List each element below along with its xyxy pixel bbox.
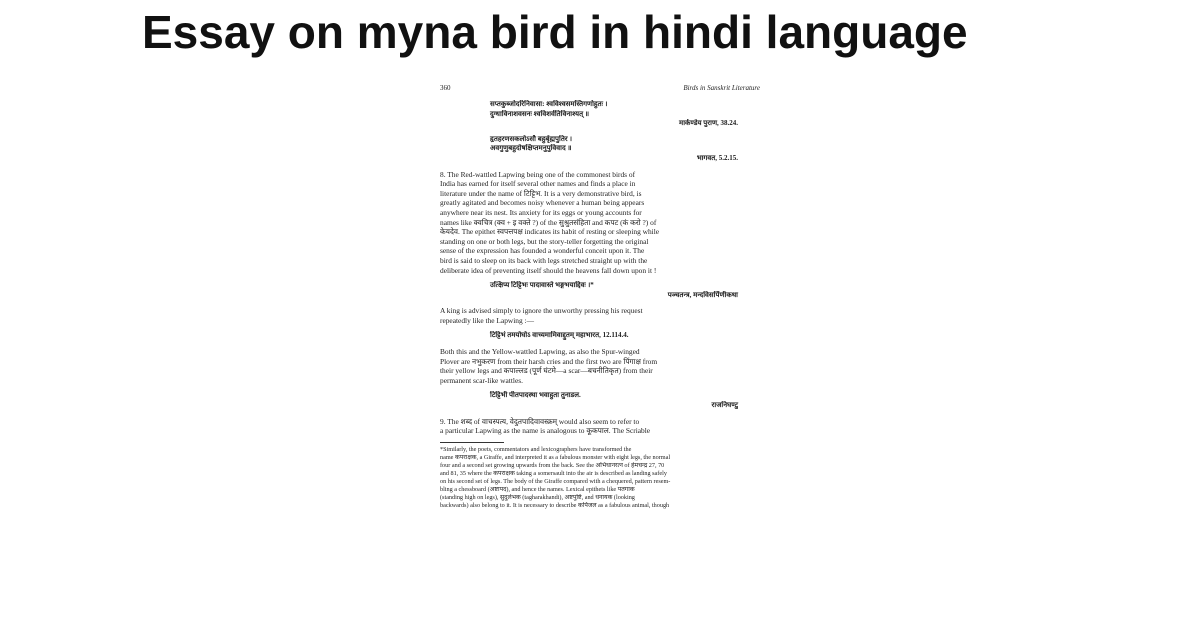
book-verse-line: हृतहरणसकलोऽसौ बहुर्बृह्मपुतिर । — [490, 134, 573, 143]
book-page-body — [440, 100, 760, 510]
book-para-line: 9. The शब्द of वाचस्पत्य, वेदुतपादिवावस्क्रम् would also seem to refer to — [440, 416, 640, 426]
book-para-line: greatly agitated and becomes noisy whenever a human being appears — [440, 198, 645, 208]
book-running-head: Birds in Sanskrit Literature — [683, 84, 760, 92]
book-para-line: A king is advised simply to ignore the unworthy pressing his request — [440, 306, 643, 316]
footnote-line: four and a second set growing upwards from the back. See the अभिधानरत्न of हेमचन्द्र 27, 70 — [440, 461, 665, 469]
book-para-line: bird is said to sleep on its back with legs stretched straight up with the — [440, 255, 648, 265]
book-cite-line: पञ्चतन्त्र, मन्दविसर्पिणीकथा — [667, 290, 738, 299]
book-para-line: literature under the name of टिट्टिभ. It is a very demonstrative bird, is — [440, 188, 642, 198]
book-page-header — [440, 84, 760, 94]
book-para-line: Plover are नभुकरण from their harsh cries and the first two are पिंगाक्ष from — [440, 356, 658, 366]
book-para-line: sense of the expression has founded a wonderful conceit upon it. The — [440, 246, 645, 256]
book-para-line: permanent scar-like wattles. — [440, 375, 523, 385]
book-verse-line: अवगुणुबहुदोषक्षिप्तमनुपुविवाद ॥ — [490, 144, 572, 153]
book-para-line: anywhere near its nest. Its anxiety for its eggs or young accounts for — [440, 207, 642, 217]
book-para-line: standing on one or both legs, but the story-teller forgetting the original — [440, 236, 649, 246]
footnote-rule — [440, 442, 504, 443]
footnote-line: *Similarly, the poets, commentators and lexicographers have transformed the — [440, 445, 632, 453]
book-para-line: repeatedly like the Lapwing :— — [440, 315, 534, 325]
book-para-line: their yellow legs and कपाल्लड (पूर्ण घंटमे—a scar—बचनीतिकृत) from their — [440, 366, 653, 376]
book-para-line: केयदेव. The epithet स्वपत्तपक्ष indicates its habit of resting or sleeping while — [440, 227, 660, 237]
book-verse-line: टिट्टिभं तमयोघोऽ वाच्यमामिवाद्दुतम् महाभारत, 12.114.4. — [490, 331, 629, 340]
footnote-line: (standing high on legs), सुदुर्लभक (tagharakhandi), अष्टपुष्टि, and धनायक (looking — [440, 493, 635, 501]
footnote-line: on his second set of legs. The body of the Giraffe compared with a chequered, pattern resem- — [440, 477, 671, 485]
footnote-line: backwards) also belong to it. It is necessary to describe कपिंजल as a fabulous animal, though — [440, 501, 670, 509]
book-cite-line: राजनिघण्टु — [711, 401, 738, 410]
footnote-line: name कपराक्षक, a Giraffe, and interpreted it as a fabulous monster with eight legs, the normal — [440, 453, 671, 461]
scanned-book-page-image — [436, 76, 764, 630]
book-para-line: a particular Lapwing as the name is analogous to कूकपाल. The Scriable — [440, 426, 651, 436]
page-title: Essay on myna bird in hindi language — [142, 6, 968, 58]
footnote-line: bling a chessboard (अष्टापद), and hence the names. Lexical epithets like पतगाक — [440, 485, 635, 493]
book-para-line: Both this and the Yellow-wattled Lapwing, as also the Spur-winged — [440, 347, 640, 357]
book-verse-line: टिट्टिभी पीतपादस्था भवाहुता तुनाडल. — [490, 391, 581, 400]
book-para-line: India has earned for itself several other names and finds a place in — [440, 179, 636, 189]
book-para-line: deliberate idea of preventing itself should the heavens fall down upon it ! — [440, 265, 657, 275]
book-para-line: 8. The Red-wattled Lapwing being one of the commonest birds of — [440, 169, 636, 179]
book-verse-line: सप्तकुब्जोदरिनिवासा: श्वविश्वसमस्तिगणोहुतः । — [490, 100, 608, 108]
book-cite-line: मार्कण्डेय पुराण, 38.24. — [679, 119, 738, 128]
footnote-line: and 81, 35 where the कपराक्षक taking a somersault into the air is described as landing safely — [440, 469, 667, 477]
book-verse-line: दुग्धाविनाशवसनः श्वविशर्वतिविनाश्यत् ॥ — [490, 109, 590, 118]
book-cite-line: भागवत, 5.2.15. — [696, 153, 738, 162]
book-verse-line: उत्क्षिप्य टिट्टिभः पादावास्ते भङ्गभयाद्दिवः ।* — [490, 281, 594, 290]
book-para-line: names like क्वचित्र (क्व + इ वक्ते ?) of the सुश्रुतसंहिता and कपट (कं करो ?) of — [440, 217, 657, 227]
book-page-number: 360 — [440, 84, 451, 92]
